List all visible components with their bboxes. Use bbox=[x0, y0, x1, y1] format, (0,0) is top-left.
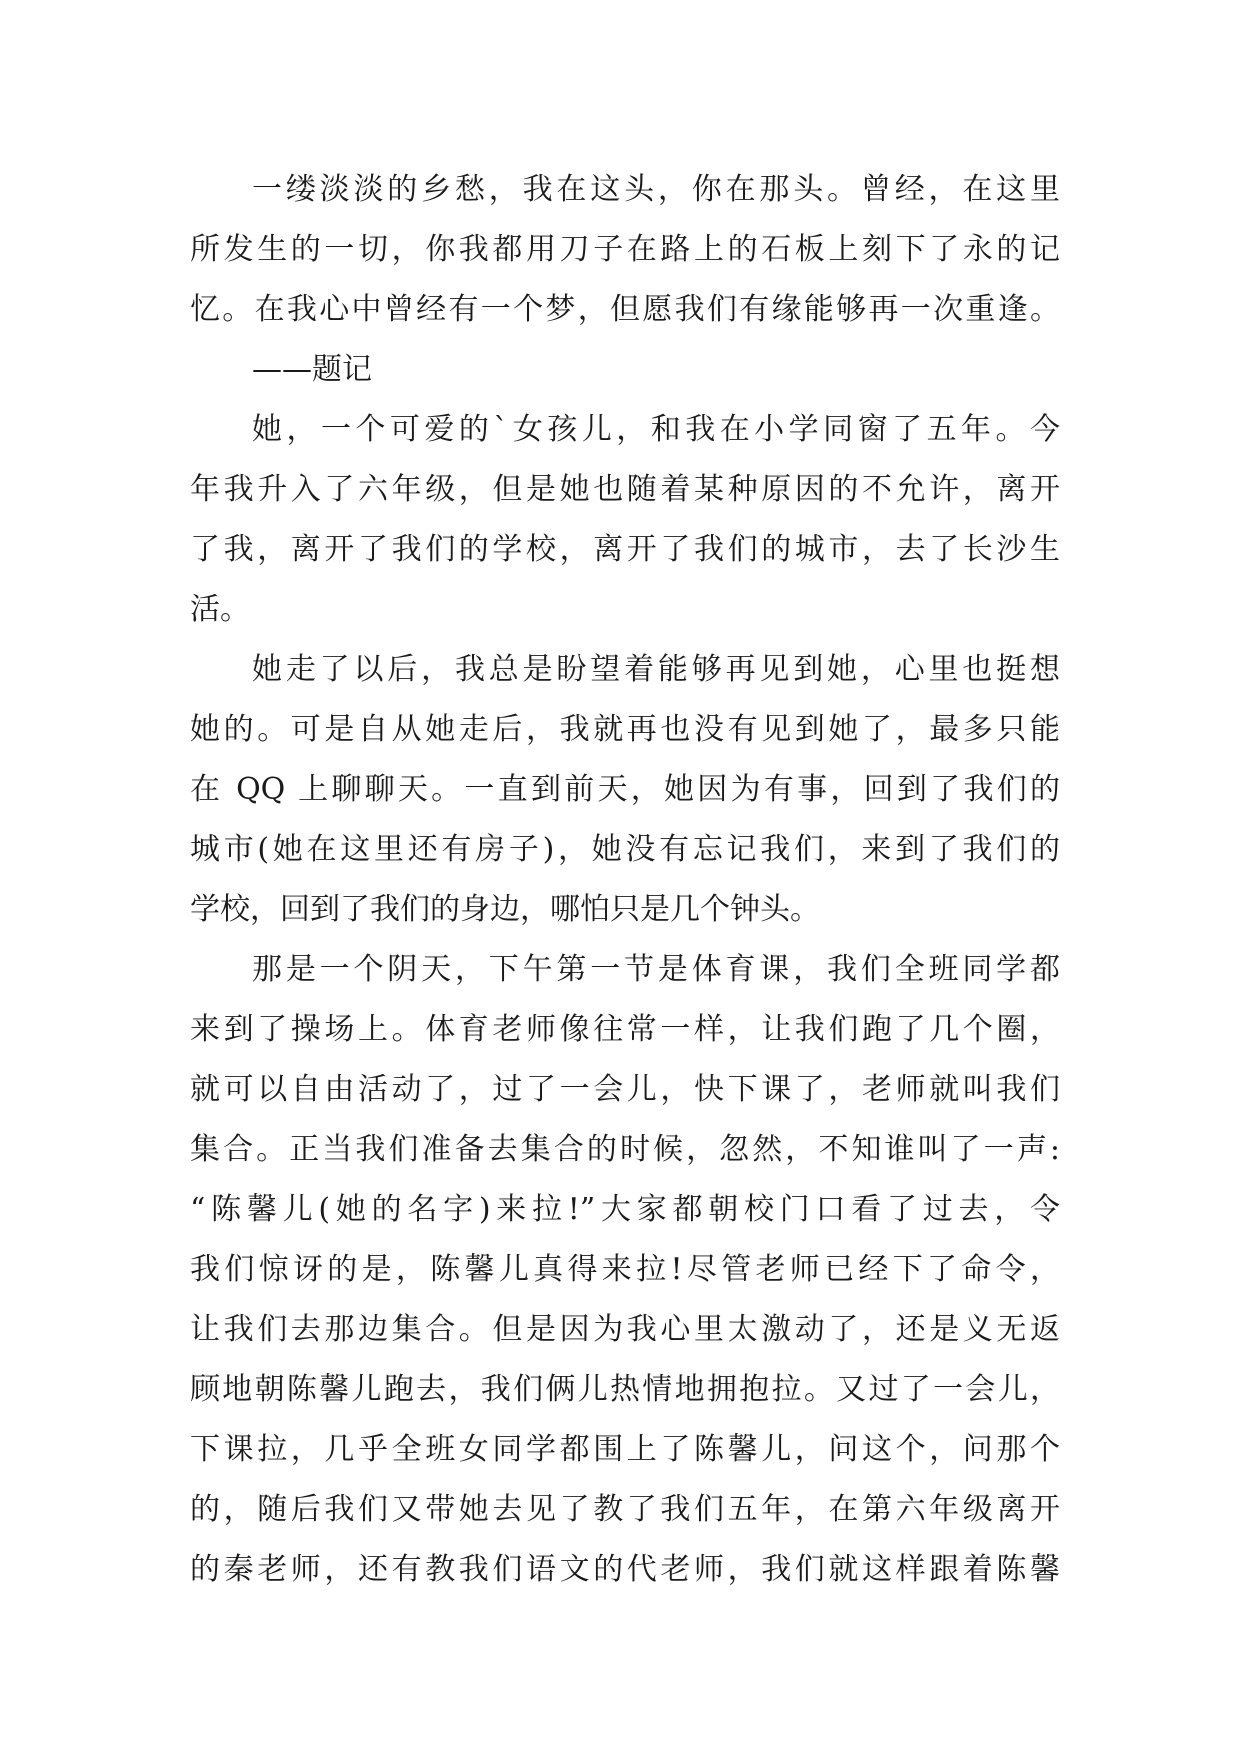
text-line: 所发生的一切，你我都用刀子在路上的石板上刻下了永的记 bbox=[190, 232, 1060, 267]
text-line: ——题记 bbox=[252, 352, 372, 387]
text-line: 城市(她在这里还有房子)，她没有忘记我们，来到了我们的 bbox=[190, 832, 1060, 867]
text-line: 来到了操场上。体育老师像往常一样，让我们跑了几个圈， bbox=[190, 1012, 1060, 1047]
text-line: 她的。可是自从她走后，我就再也没有见到她了，最多只能 bbox=[190, 712, 1060, 747]
text-line: 就可以自由活动了，过了一会儿，快下课了，老师就叫我们 bbox=[190, 1072, 1060, 1107]
text-line: 的，随后我们又带她去见了教了我们五年，在第六年级离开 bbox=[190, 1492, 1060, 1527]
document-body bbox=[190, 160, 1060, 1600]
text-line: 集合。正当我们准备去集合的时候，忽然，不知谁叫了一声: bbox=[190, 1132, 1060, 1167]
text-line: 她走了以后，我总是盼望着能够再见到她，心里也挺想 bbox=[252, 652, 1060, 687]
text-line: 我们惊讶的是，陈馨儿真得来拉!尽管老师已经下了命令， bbox=[190, 1252, 1060, 1287]
text-line: 了我，离开了我们的学校，离开了我们的城市，去了长沙生 bbox=[190, 532, 1060, 567]
text-line: “陈馨儿(她的名字)来拉!”大家都朝校门口看了过去，令 bbox=[190, 1192, 1060, 1227]
text-line: 那是一个阴天，下午第一节是体育课，我们全班同学都 bbox=[252, 952, 1060, 987]
text-line: 年我升入了六年级，但是她也随着某种原因的不允许，离开 bbox=[190, 472, 1060, 507]
text-line: 忆。在我心中曾经有一个梦，但愿我们有缘能够再一次重逢。 bbox=[190, 292, 1060, 327]
text-line: 下课拉，几乎全班女同学都围上了陈馨儿，问这个，问那个 bbox=[190, 1432, 1060, 1467]
text-line: 顾地朝陈馨儿跑去，我们俩儿热情地拥抱拉。又过了一会儿， bbox=[190, 1372, 1060, 1407]
text-line: 让我们去那边集合。但是因为我心里太激动了，还是义无返 bbox=[190, 1312, 1060, 1347]
text-line: 的秦老师，还有教我们语文的代老师，我们就这样跟着陈馨 bbox=[190, 1552, 1060, 1587]
text-line: 活。 bbox=[190, 592, 250, 627]
text-line: 在 QQ 上聊聊天。一直到前天，她因为有事，回到了我们的 bbox=[190, 772, 1060, 807]
text-line: 她，一个可爱的`女孩儿，和我在小学同窗了五年。今 bbox=[252, 412, 1060, 447]
text-line: 一缕淡淡的乡愁，我在这头，你在那头。曾经，在这里 bbox=[252, 172, 1060, 207]
text-line: 学校，回到了我们的身边，哪怕只是几个钟头。 bbox=[190, 892, 820, 927]
